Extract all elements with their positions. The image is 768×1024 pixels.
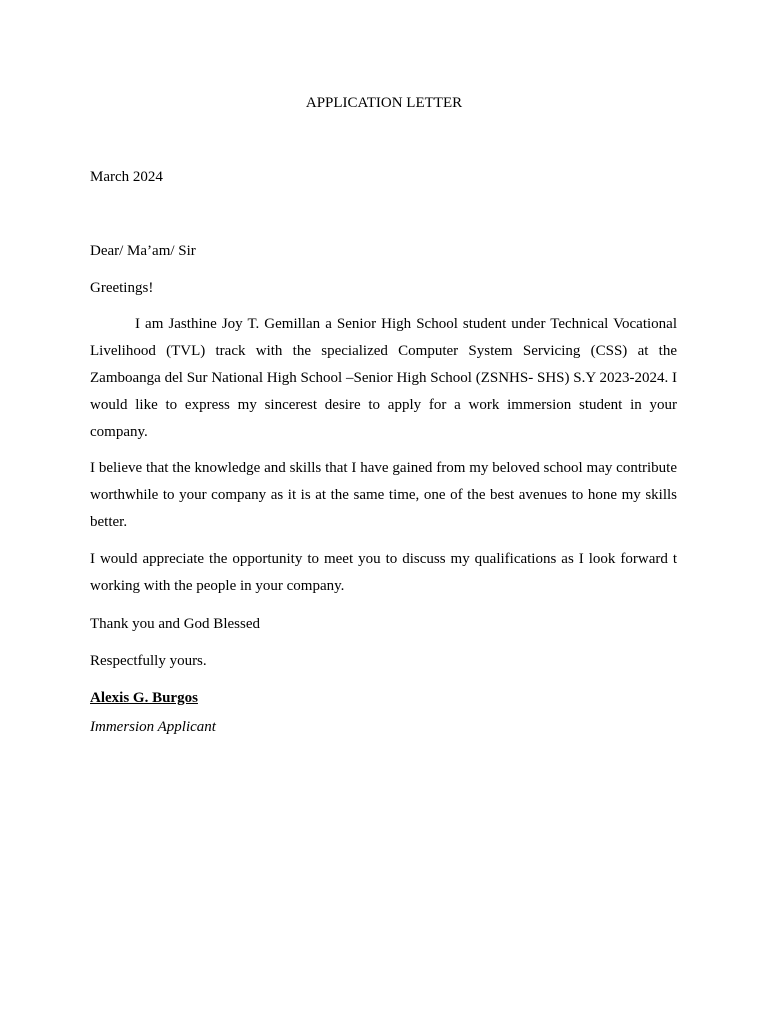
greeting: Greetings! (90, 280, 154, 296)
body-paragraph-3: I would appreciate the opportunity to meet you to discuss my qualifications as I look forward t working with the people in your company. (90, 551, 677, 594)
signer-role: Immersion Applicant (90, 719, 216, 735)
salutation: Dear/ Ma’am/ Sir (90, 243, 196, 259)
body-paragraph-2: I believe that the knowledge and skills that I have gained from my beloved school may contribute worthwhile to your company as it is at the same time, one of the best avenues to hone my skills better. (90, 460, 677, 530)
letter-title: APPLICATION LETTER (305, 95, 463, 111)
signer-name: Alexis G. Burgos (90, 690, 198, 706)
letter-date: March 2024 (90, 169, 163, 185)
closing-line: Respectfully yours. (90, 653, 207, 669)
body-paragraph-1: I am Jasthine Joy T. Gemillan a Senior High School student under Technical Vocational Livelihood (TVL) track with the specialized Computer System Servicing (CSS) at the Zamboanga del Sur National High School –Senior High School (ZSNHS- SHS) S.Y 2023-2024. I would like to express my sincerest desire to apply for a work immersion student in your company. (90, 316, 677, 440)
thanks-line: Thank you and God Blessed (90, 616, 260, 632)
